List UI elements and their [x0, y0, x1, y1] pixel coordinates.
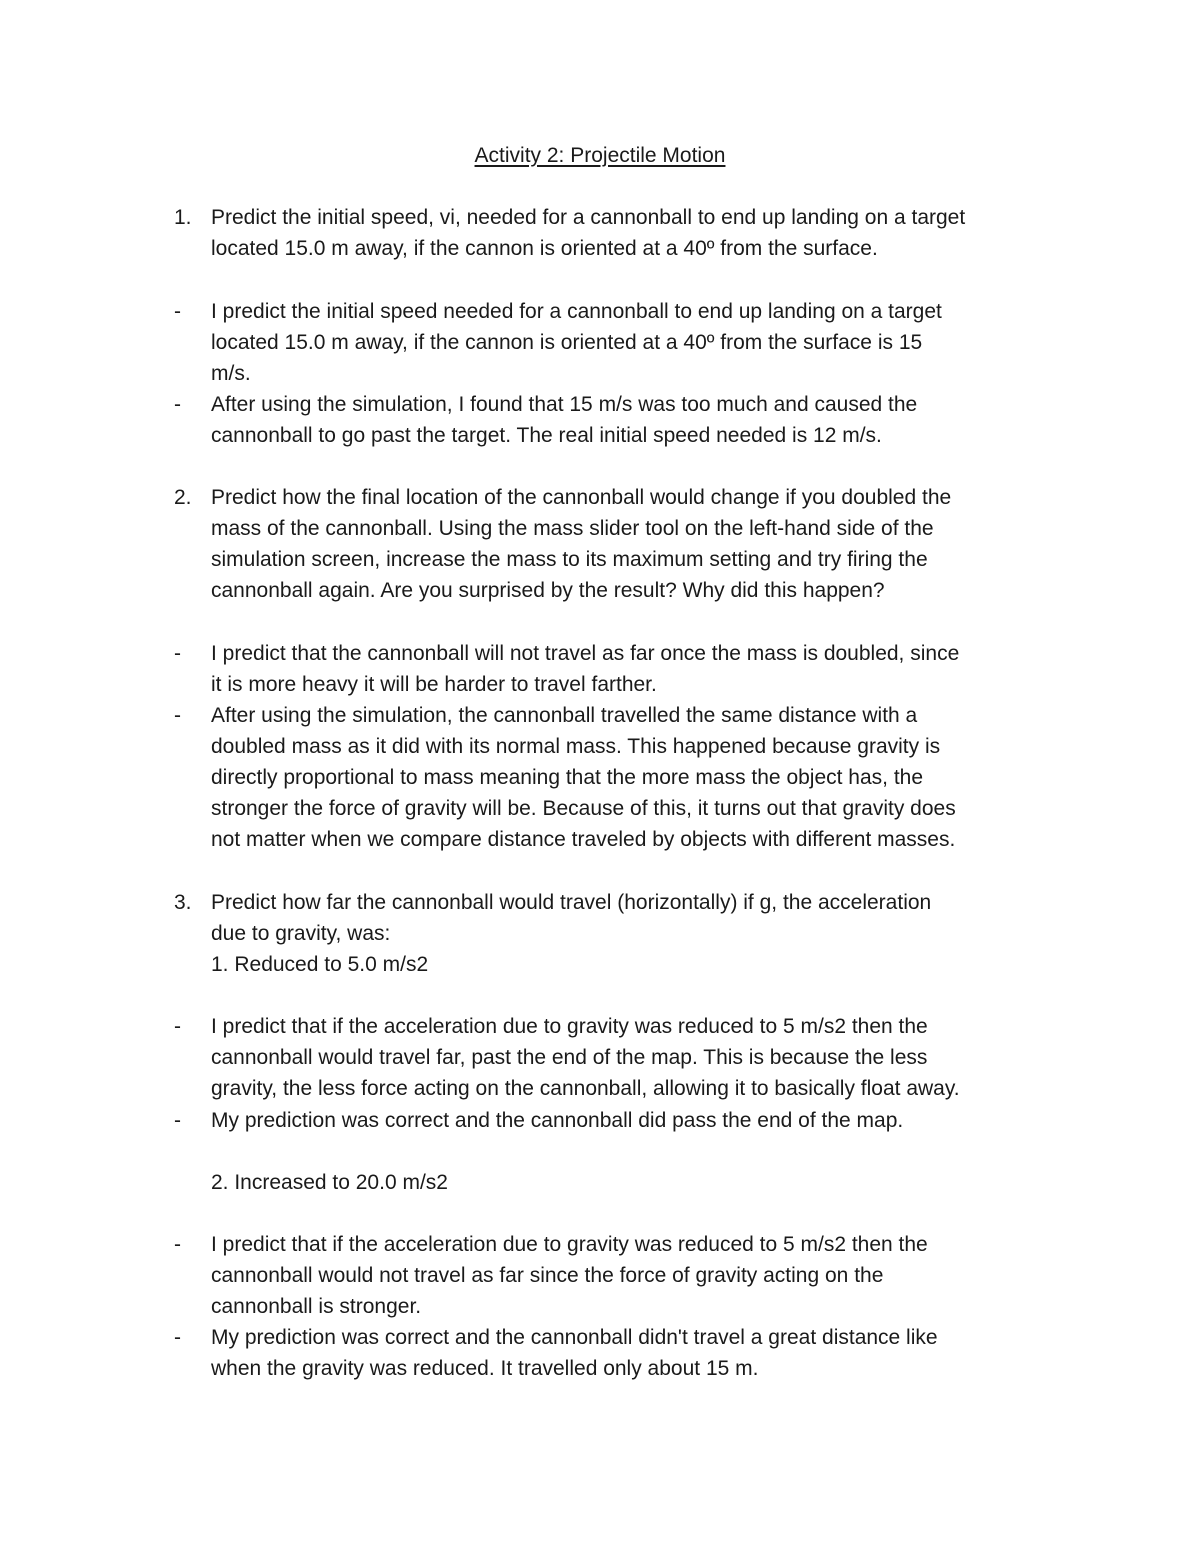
- dash-bullet: -: [174, 393, 181, 416]
- dash-bullet: -: [174, 642, 181, 665]
- answer-text: After using the simulation, I found that 15 m/s was too much and caused the cannonball to go past the target. The real initial speed needed is 12 m/s.: [211, 393, 918, 447]
- dash-bullet: -: [174, 1109, 181, 1132]
- answer-text: I predict that the cannonball will not travel as far once the mass is doubled, since it is more heavy it will be harder to travel farther.: [211, 642, 960, 696]
- list-number: 3.: [174, 891, 192, 914]
- answer-text: I predict that if the acceleration due to gravity was reduced to 5 m/s2 then the cannonball would not travel as far since the force of gravity acting on the cannonball is stronger.: [211, 1233, 928, 1318]
- answer-text: My prediction was correct and the cannonball didn't travel a great distance like when the gravity was reduced. It travelled only about 15 m.: [211, 1326, 938, 1380]
- question-1: [174, 202, 1074, 264]
- question-2: [174, 482, 1074, 606]
- dash-bullet: -: [174, 1015, 181, 1038]
- answer-item: [174, 1229, 1074, 1322]
- document-title: Activity 2: Projectile Motion: [474, 144, 726, 167]
- list-number: 1.: [174, 206, 192, 229]
- dash-bullet: -: [174, 704, 181, 727]
- answer-text: I predict that if the acceleration due to gravity was reduced to 5 m/s2 then the cannonball would travel far, past the end of the map. This is because the less gravity, the less force acting on the cannonball, allowing it to basically float away.: [211, 1015, 960, 1100]
- answer-item: [174, 1105, 1074, 1136]
- dash-bullet: -: [174, 300, 181, 323]
- list-number: 2.: [174, 486, 192, 509]
- answer-text: I predict the initial speed needed for a cannonball to end up landing on a target located 15.0 m away, if the cannon is oriented at a 40º from the surface is 15 m/s.: [211, 300, 942, 385]
- sub-question: 2. Increased to 20.0 m/s2: [211, 1171, 448, 1194]
- answer-item: [174, 638, 1074, 700]
- dash-bullet: -: [174, 1326, 181, 1349]
- answer-item: [174, 1011, 1074, 1104]
- answer-text: My prediction was correct and the cannonball did pass the end of the map.: [211, 1109, 904, 1132]
- answer-item: [174, 389, 1074, 451]
- question-text: Predict how the final location of the cannonball would change if you doubled the mass of the cannonball. Using the mass slider tool on the left-hand side of the simulation screen, increase the mass to its maximum setting and try firing the cannonball again. Are you surprised by the result? Why did this happen?: [211, 486, 952, 602]
- question-text: Predict how far the cannonball would travel (horizontally) if g, the acceleration due to gravity, was: 1. Reduced to 5.0 m/s2: [211, 891, 932, 976]
- answer-item: [174, 700, 1074, 855]
- answer-text: After using the simulation, the cannonball travelled the same distance with a doubled mass as it did with its normal mass. This happened because gravity is directly proportional to mass meaning that the more mass the object has, the stronger the force of gravity will be. Because of this, it turns out that gravity does not matter when we compare distance traveled by objects with different masses.: [211, 704, 956, 851]
- answer-item: [174, 296, 1074, 389]
- question-text: Predict the initial speed, vi, needed for a cannonball to end up landing on a target located 15.0 m away, if the cannon is oriented at a 40º from the surface.: [211, 206, 966, 260]
- answer-item: [174, 1322, 1074, 1384]
- dash-bullet: -: [174, 1233, 181, 1256]
- question-3: [174, 887, 1074, 980]
